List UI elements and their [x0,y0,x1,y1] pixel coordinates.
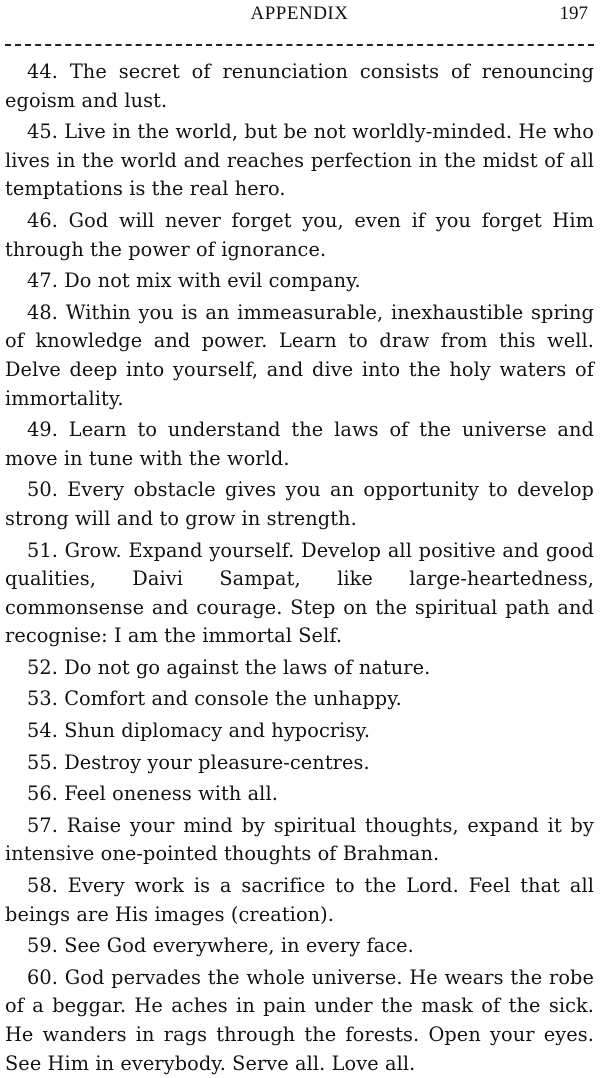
paragraph-44: 44. The secret of renunciation consists of renouncing egoism and lust. [5,60,594,112]
paragraph-46: 46. God will never forget you, even if you forget Him through the power of ignorance. [5,208,594,261]
paragraph-53: 53. Comfort and console the unhappy. [27,687,402,711]
page-number: 197 [559,3,588,24]
paragraph-54: 54. Shun diplomacy and hypocrisy. [27,719,371,743]
paragraph-50: 50. Every obstacle gives you an opportunity to develop strong will and to grow in strength. [5,478,594,530]
running-title: APPENDIX [250,3,349,24]
paragraph-48: 48. Within you is an immeasurable, inexhaustible spring of knowledge and power. Learn to draw from this well. Delve deep into yourself, and dive into the holy waters of immortality. [5,300,594,410]
paragraph-52: 52. Do not go against the laws of nature. [27,655,431,679]
header-divider [5,44,594,46]
paragraph-58: 58. Every work is a sacrifice to the Lord. Feel that all beings are His images (creation). [5,874,594,926]
page-body [5,58,594,1078]
paragraph-51: 51. Grow. Expand yourself. Develop all positive and good qualities, Daivi Sampat, like large-heartedness, commonsense and courage. Step on the spiritual path and recognise: I am the immortal Self. [5,538,594,648]
paragraph-49: 49. Learn to understand the laws of the universe and move in tune with the world. [5,418,594,470]
page-header [5,0,594,34]
paragraph-56: 56. Feel oneness with all. [27,782,278,806]
paragraph-60: 60. God pervades the whole universe. He wears the robe of a beggar. He aches in pain under the mask of the sick. He wanders in rags through the forests. Open your eyes. See Him in everybody. Serve all. Love all. [5,965,594,1075]
paragraph-59: 59. See God everywhere, in every face. [27,934,414,958]
paragraph-45: 45. Live in the world, but be not worldly-minded. He who lives in the world and reaches perfection in the midst of all temptations is the real hero. [5,120,594,201]
paragraph-55: 55. Destroy your pleasure-centres. [27,750,370,774]
paragraph-57: 57. Raise your mind by spiritual thoughts, expand it by intensive one-pointed thoughts of Brahman. [5,813,594,866]
paragraph-47: 47. Do not mix with evil company. [27,269,361,293]
